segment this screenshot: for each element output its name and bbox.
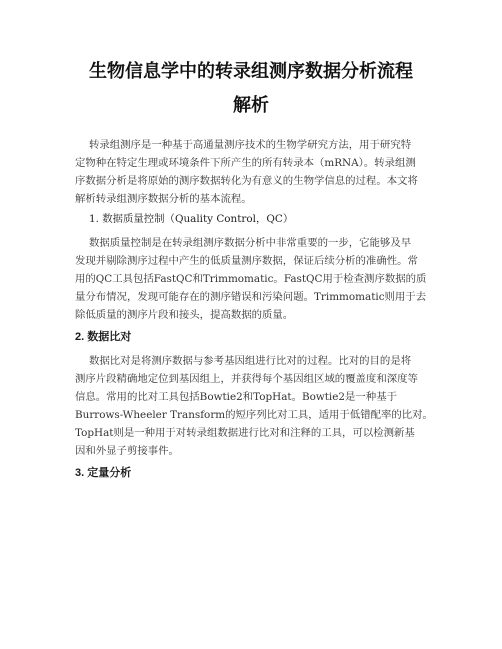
intro-line-3: 序数据分析是将原始的测序数据转化为有意义的生物学信息的过程。本文将 bbox=[75, 175, 418, 187]
section-1-line-4: 量分布情况，发现可能存在的测序错误和污染问题。Trimmomatic则用于去 bbox=[75, 291, 427, 303]
section-1-line-5: 除低质量的测序片段和接头，提高数据的质量。 bbox=[75, 309, 294, 321]
section-2-line-1: 数据比对是将测序数据与参考基因组进行比对的过程。比对的目的是将 bbox=[89, 355, 412, 367]
intro-line-2: 定物种在特定生理或环境条件下所产生的所有转录本（mRNA）。转录组测 bbox=[75, 157, 416, 169]
intro-line-1: 转录组测序是一种基于高通量测序技术的生物学研究方法，用于研究特 bbox=[89, 139, 412, 151]
section-1-line-3: 用的QC工具包括FastQC和Trimmomatic。FastQC用于检查测序数据的质 bbox=[75, 273, 427, 285]
section-2-line-4: Burrows-Wheeler Transform的短序列比对工具，适用于低错配率的比对。 bbox=[75, 409, 433, 421]
section-2-heading: 2. 数据比对 bbox=[75, 331, 132, 343]
section-1-line-2: 发现并剔除测序过程中产生的低质量测序数据，保证后续分析的准确性。常 bbox=[75, 255, 418, 267]
intro-line-4: 解析转录组测序数据分析的基本流程。 bbox=[75, 193, 252, 205]
section-2-line-6: 因和外显子剪接事件。 bbox=[75, 445, 179, 457]
section-2-line-2: 测序片段精确地定位到基因组上，并获得每个基因组区域的覆盖度和深度等 bbox=[75, 373, 418, 385]
section-1-heading: 1. 数据质量控制（Quality Control，QC） bbox=[89, 213, 294, 225]
section-2-line-5: TopHat则是一种用于对转录组数据进行比对和注释的工具，可以检测新基 bbox=[75, 427, 415, 439]
section-1-line-1: 数据质量控制是在转录组测序数据分析中非常重要的一步，它能够及早 bbox=[89, 237, 412, 249]
section-2-line-3: 信息。常用的比对工具包括Bowtie2和TopHat。Bowtie2是一种基于 bbox=[75, 391, 397, 403]
section-3-heading: 3. 定量分析 bbox=[75, 467, 132, 479]
document-title-line-1: 生物信息学中的转录组测序数据分析流程 bbox=[89, 61, 413, 82]
document-title-line-2: 解析 bbox=[233, 95, 269, 116]
